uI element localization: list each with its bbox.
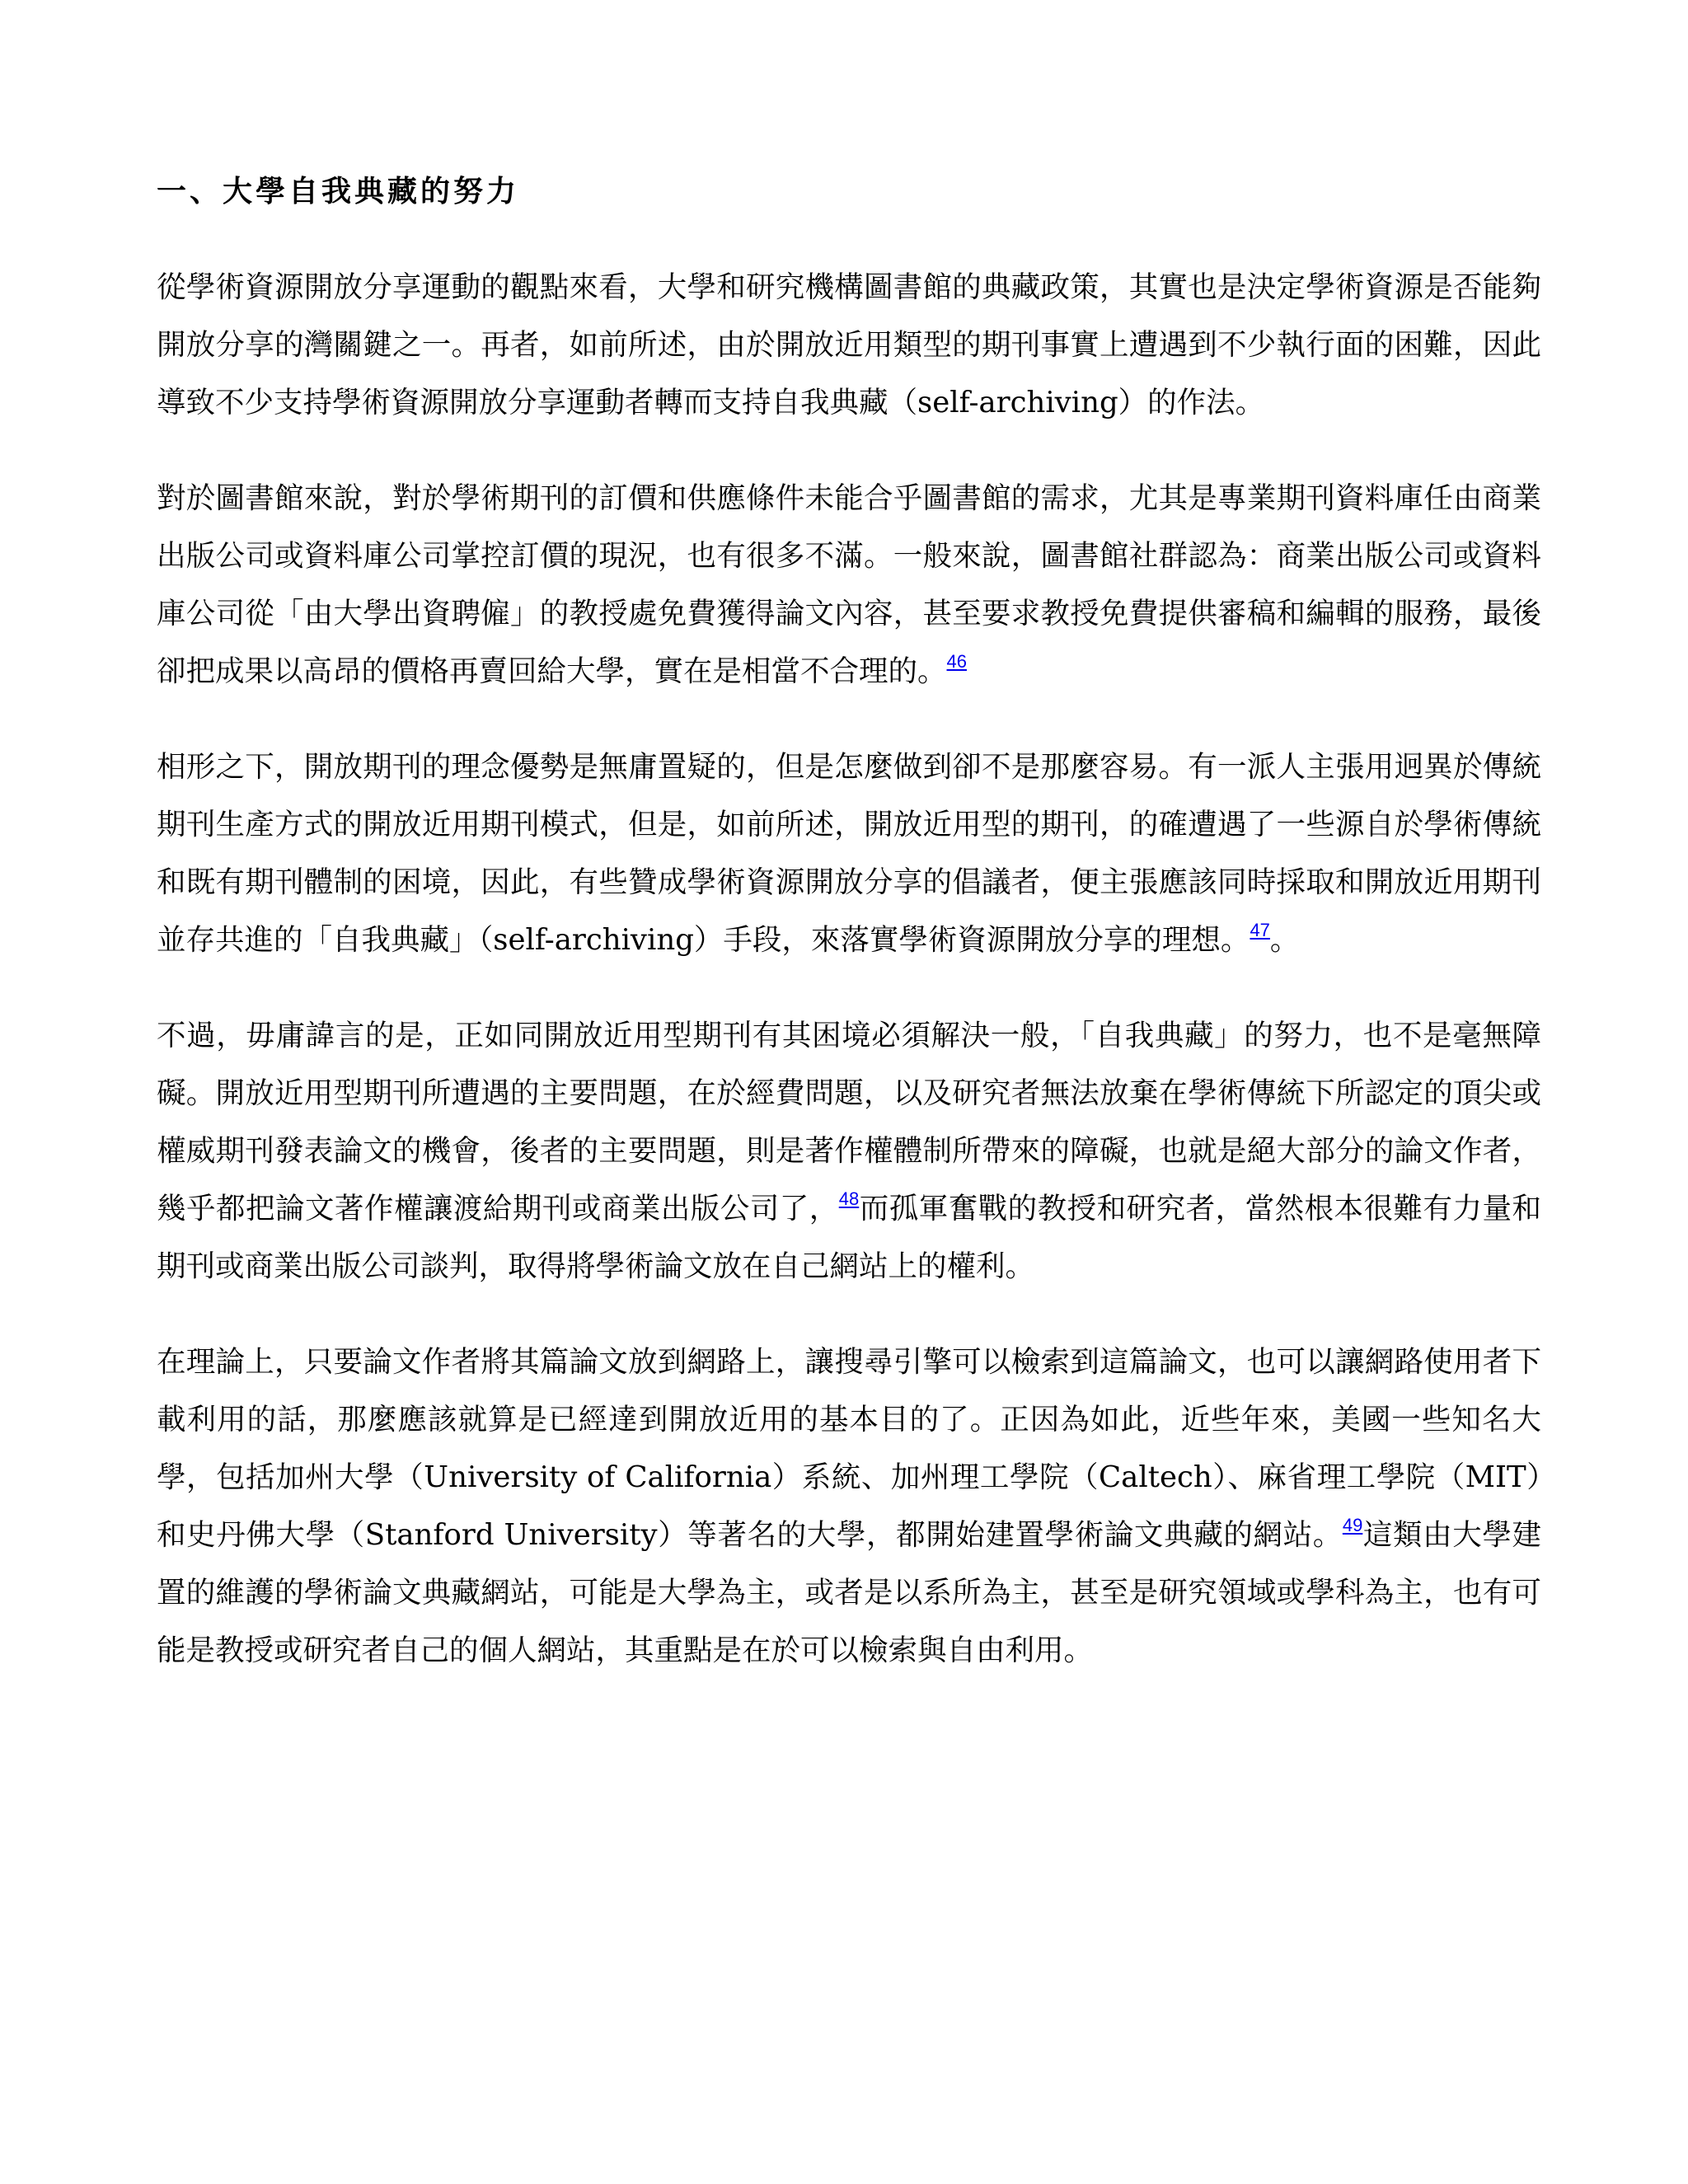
paragraph-text: 這類由大學建置的維護的學術論文典藏網站，可能是大學為主，或者是以系所為主，甚至是研究領域或學科為主，也有可能是教授或研究者自己的個人網站，其重點是在於可以檢索與自由利用。 <box>157 1518 1541 1667</box>
footnote-link[interactable]: 47 <box>1250 920 1270 940</box>
paragraph-text: 相形之下，開放期刊的理念優勢是無庸置疑的，但是怎麼做到卻不是那麼容易。有一派人主張用迥異於傳統期刊生產方式的開放近用期刊模式，但是，如前所述，開放近用型的期刊，的確遭遇了一些源自於學術傳統和既有期刊體制的困境，因此，有些贊成學術資源開放分享的倡議者，便主張應該同時採取和開放近用期刊並存共進的「自我典藏」（self-archiving）手段，來落實學術資源開放分享的理想。 <box>157 750 1541 957</box>
section-heading: 一、大學自我典藏的努力 <box>157 175 520 209</box>
paragraph-text: 而孤軍奮戰的教授和研究者，當然根本很難有力量和期刊或商業出版公司談判，取得將學術論文放在自己網站上的權利。 <box>157 1192 1541 1283</box>
paragraph-text: 不過，毋庸諱言的是，正如同開放近用型期刊有其困境必須解決一般，「自我典藏」的努力，也不是毫無障礙。開放近用型期刊所遭遇的主要問題，在於經費問題，以及研究者無法放棄在學術傳統下所認定的頂尖或權威期刊發表論文的機會，後者的主要問題，則是著作權體制所帶來的障礙，也就是絕大部分的論文作者，幾乎都把論文著作權讓渡給期刊或商業出版公司了， <box>157 1019 1541 1226</box>
document-body <box>157 259 1541 1680</box>
paragraph <box>157 259 1541 432</box>
document-page <box>157 173 1541 1718</box>
paragraph-text: 對於圖書館來說，對於學術期刊的訂價和供應條件未能合乎圖書館的需求，尤其是專業期刊資料庫任由商業出版公司或資料庫公司掌控訂價的現況，也有很多不滿。一般來說，圖書館社群認為：商業出版公司或資料庫公司從「由大學出資聘僱」的教授處免費獲得論文內容，甚至要求教授免費提供審稿和編輯的服務，最後卻把成果以高昂的價格再賣回給大學，實在是相當不合理的。 <box>157 481 1541 688</box>
paragraph-text: 在理論上，只要論文作者將其篇論文放到網路上，讓搜尋引擎可以檢索到這篇論文，也可以讓網路使用者下載利用的話，那麼應該就算是已經達到開放近用的基本目的了。正因為如此，近些年來，美國一些知名大學，包括加州大學（University of California）系統、加州理工學院（Caltech）、麻省理工學院（MIT）和史丹佛大學（Stanford University）等著名的大學，都開始建置學術論文典藏的網站。 <box>157 1345 1541 1552</box>
footnote-link[interactable]: 49 <box>1342 1515 1363 1535</box>
paragraph <box>157 1333 1541 1680</box>
paragraph <box>157 738 1541 969</box>
paragraph-text: 。 <box>1269 923 1300 957</box>
footnote-link[interactable]: 48 <box>838 1188 860 1209</box>
footnote-link[interactable]: 46 <box>946 651 967 672</box>
paragraph-text: 從學術資源開放分享運動的觀點來看，大學和研究機構圖書館的典藏政策，其實也是決定學術資源是否能夠開放分享的灣關鍵之一。再者，如前所述，由於開放近用類型的期刊事實上遭遇到不少執行面的困難，因此導致不少支持學術資源開放分享運動者轉而支持自我典藏（self-archiving）的作法。 <box>157 270 1541 419</box>
paragraph <box>157 470 1541 701</box>
paragraph <box>157 1007 1541 1296</box>
